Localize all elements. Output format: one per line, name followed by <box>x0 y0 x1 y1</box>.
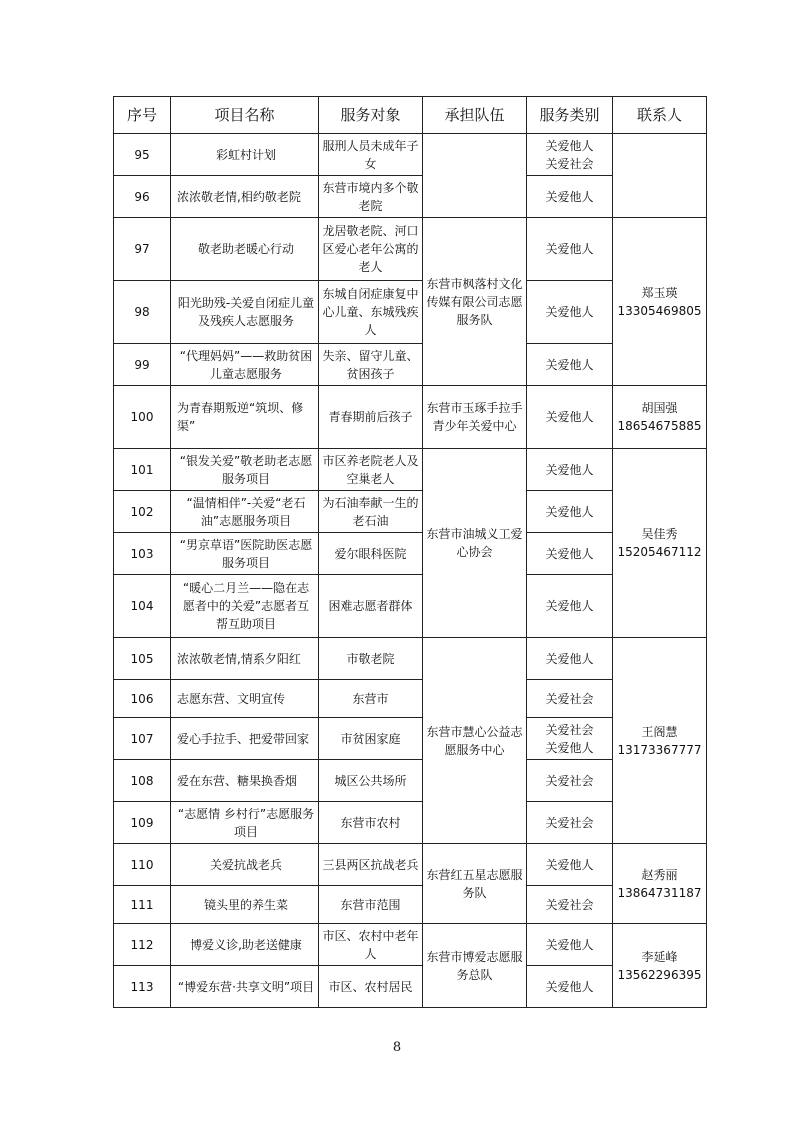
row-target: 爱尔眼科医院 <box>319 533 423 575</box>
category-text: 关爱他人 <box>545 546 594 561</box>
row-name: 爱心手拉手、把爱带回家 <box>171 718 319 760</box>
row-seq: 105 <box>114 638 171 680</box>
category-text: 关爱他人 <box>545 462 594 477</box>
table-row <box>114 449 707 491</box>
row-category <box>527 533 613 575</box>
row-name: “温情相伴”-关爱“老石油”志愿服务项目 <box>171 491 319 533</box>
table-row <box>114 386 707 449</box>
row-category <box>527 966 613 1008</box>
header-team: 承担队伍 <box>423 97 527 134</box>
row-target: 困难志愿者群体 <box>319 575 423 638</box>
table-row <box>114 134 707 176</box>
row-seq: 111 <box>114 886 171 924</box>
row-target: 市贫困家庭 <box>319 718 423 760</box>
table-row <box>114 218 707 281</box>
header-contact: 联系人 <box>613 97 707 134</box>
row-name: 爱在东营、糖果换香烟 <box>171 760 319 802</box>
row-category <box>527 176 613 218</box>
row-seq: 103 <box>114 533 171 575</box>
row-name: 浓浓敬老情,相约敬老院 <box>171 176 319 218</box>
row-category <box>527 344 613 386</box>
category-text: 关爱他人 <box>545 357 594 372</box>
contact-phone: 13305469805 <box>617 303 702 318</box>
header-name: 项目名称 <box>171 97 319 134</box>
row-seq: 107 <box>114 718 171 760</box>
category-text: 关爱社会 <box>545 156 594 171</box>
row-seq: 101 <box>114 449 171 491</box>
row-target: 三县两区抗战老兵 <box>319 844 423 886</box>
row-target: 东营市范围 <box>319 886 423 924</box>
row-target: 东城自闭症康复中心儿童、东城残疾人 <box>319 281 423 344</box>
category-text: 关爱他人 <box>545 599 594 613</box>
project-table <box>113 96 707 1008</box>
row-name: 志愿东营、文明宣传 <box>171 680 319 718</box>
row-name: “暖心二月兰——隐在志愿者中的关爱”志愿者互帮互助项目 <box>171 575 319 638</box>
row-target: 市敬老院 <box>319 638 423 680</box>
row-target: 龙居敬老院、河口区爱心老年公寓的老人 <box>319 218 423 281</box>
row-category <box>527 638 613 680</box>
row-category <box>527 491 613 533</box>
contact-phone: 13864731187 <box>617 885 702 900</box>
contact-phone: 18654675885 <box>617 419 702 433</box>
row-target: 服刑人员未成年子女 <box>319 134 423 176</box>
row-name: “银发关爱”敬老助老志愿服务项目 <box>171 449 319 491</box>
category-text: 关爱社会 <box>545 691 594 706</box>
row-category <box>527 449 613 491</box>
row-seq: 108 <box>114 760 171 802</box>
row-category <box>527 718 613 760</box>
row-name: “代理妈妈”——救助贫困儿童志愿服务 <box>171 344 319 386</box>
row-category <box>527 218 613 281</box>
row-seq: 110 <box>114 844 171 886</box>
row-category <box>527 134 613 176</box>
contact-name: 胡国强 <box>641 401 678 415</box>
row-name: 阳光助残-关爱自闭症儿童及残疾人志愿服务 <box>171 281 319 344</box>
row-seq: 95 <box>114 134 171 176</box>
row-name: “志愿情 乡村行”志愿服务项目 <box>171 802 319 844</box>
row-seq: 109 <box>114 802 171 844</box>
row-seq: 99 <box>114 344 171 386</box>
row-name: “博爱东营·共享文明”项目 <box>171 966 319 1008</box>
category-text: 关爱他人 <box>545 138 594 153</box>
contact-phone: 15205467112 <box>617 545 702 559</box>
row-seq: 113 <box>114 966 171 1008</box>
contact-name: 郑玉瑛 <box>641 285 678 300</box>
row-team: 东营红五星志愿服务队 <box>423 844 527 924</box>
row-target: 东营市农村 <box>319 802 423 844</box>
row-seq: 102 <box>114 491 171 533</box>
row-seq: 96 <box>114 176 171 218</box>
row-category <box>527 680 613 718</box>
row-category <box>527 802 613 844</box>
row-target: 东营市 <box>319 680 423 718</box>
contact-name: 赵秀丽 <box>641 867 678 882</box>
category-text: 关爱他人 <box>545 937 594 952</box>
header-seq: 序号 <box>114 97 171 134</box>
category-text: 关爱他人 <box>545 740 594 755</box>
page-number: 8 <box>392 1040 402 1055</box>
category-text: 关爱社会 <box>545 773 594 788</box>
row-contact <box>613 449 707 638</box>
row-team: 东营市慧心公益志愿服务中心 <box>423 638 527 844</box>
row-name: 关爱抗战老兵 <box>171 844 319 886</box>
table-row <box>114 844 707 886</box>
row-name: 为青春期叛逆“筑坝、修渠” <box>171 386 319 449</box>
table-row <box>114 924 707 966</box>
row-seq: 106 <box>114 680 171 718</box>
header-category: 服务类别 <box>527 97 613 134</box>
category-text: 关爱社会 <box>545 815 594 830</box>
table-header <box>114 97 707 134</box>
contact-name: 王阁慧 <box>641 724 678 739</box>
row-target: 东营市境内多个敬老院 <box>319 176 423 218</box>
contact-name: 李延峰 <box>641 949 678 964</box>
category-text: 关爱社会 <box>545 722 594 737</box>
row-seq: 98 <box>114 281 171 344</box>
row-seq: 100 <box>114 386 171 449</box>
row-category <box>527 575 613 638</box>
row-target: 为石油奉献一生的老石油 <box>319 491 423 533</box>
row-name: 镜头里的养生菜 <box>171 886 319 924</box>
row-name: 彩虹村计划 <box>171 134 319 176</box>
category-text: 关爱社会 <box>545 897 594 912</box>
category-text: 关爱他人 <box>545 504 594 519</box>
row-target: 市区、农村中老年人 <box>319 924 423 966</box>
row-name: 敬老助老暖心行动 <box>171 218 319 281</box>
row-category <box>527 386 613 449</box>
contact-name: 吴佳秀 <box>641 527 678 541</box>
row-team: 东营市玉琢手拉手青少年关爱中心 <box>423 386 527 449</box>
category-text: 关爱他人 <box>545 651 594 666</box>
category-text: 关爱他人 <box>545 242 594 256</box>
category-text: 关爱他人 <box>545 979 594 994</box>
row-contact <box>613 844 707 924</box>
row-team: 东营市枫落村文化传媒有限公司志愿服务队 <box>423 218 527 386</box>
row-name: 浓浓敬老情,情系夕阳红 <box>171 638 319 680</box>
row-seq: 112 <box>114 924 171 966</box>
contact-phone: 13562296395 <box>617 967 702 982</box>
team-cell-empty <box>423 134 527 218</box>
row-category <box>527 844 613 886</box>
header-target: 服务对象 <box>319 97 423 134</box>
row-name: “男京草语”医院助医志愿服务项目 <box>171 533 319 575</box>
row-team: 东营市油城义工爱心协会 <box>423 449 527 638</box>
row-category <box>527 924 613 966</box>
row-category <box>527 281 613 344</box>
row-contact <box>613 218 707 386</box>
row-target: 市区、农村居民 <box>319 966 423 1008</box>
row-target: 青春期前后孩子 <box>319 386 423 449</box>
row-contact <box>613 924 707 1008</box>
row-category <box>527 886 613 924</box>
contact-cell-empty <box>613 134 707 218</box>
row-category <box>527 760 613 802</box>
category-text: 关爱他人 <box>545 410 594 424</box>
table-row <box>114 638 707 680</box>
row-name: 博爱义诊,助老送健康 <box>171 924 319 966</box>
category-text: 关爱他人 <box>545 857 594 872</box>
row-contact <box>613 638 707 844</box>
row-team: 东营市博爱志愿服务总队 <box>423 924 527 1008</box>
contact-phone: 13173367777 <box>617 742 702 757</box>
row-target: 市区养老院老人及空巢老人 <box>319 449 423 491</box>
row-target: 城区公共场所 <box>319 760 423 802</box>
category-text: 关爱他人 <box>545 305 594 319</box>
row-seq: 97 <box>114 218 171 281</box>
category-text: 关爱他人 <box>545 189 594 204</box>
row-target: 失亲、留守儿童、贫困孩子 <box>319 344 423 386</box>
row-contact <box>613 386 707 449</box>
row-seq: 104 <box>114 575 171 638</box>
